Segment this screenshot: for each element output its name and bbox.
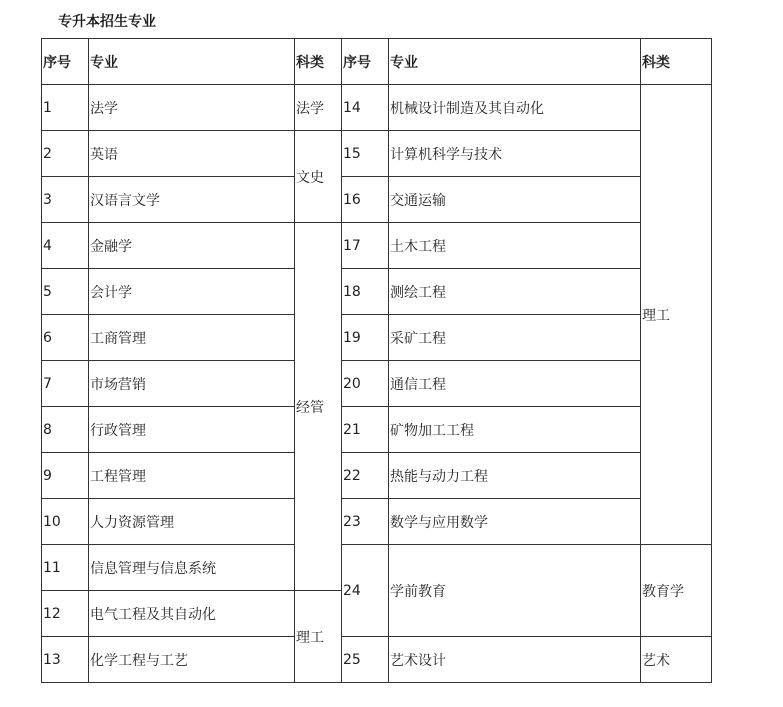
header-category: 科类 bbox=[641, 39, 712, 85]
major-cell: 行政管理 bbox=[89, 407, 295, 453]
seq-cell: 2 bbox=[42, 131, 89, 177]
table-row bbox=[42, 637, 712, 683]
seq-cell: 9 bbox=[42, 453, 89, 499]
major-cell: 会计学 bbox=[89, 269, 295, 315]
seq-cell: 6 bbox=[42, 315, 89, 361]
major-cell: 电气工程及其自动化 bbox=[89, 591, 295, 637]
major-cell: 学前教育 bbox=[389, 545, 641, 637]
seq-cell: 7 bbox=[42, 361, 89, 407]
major-cell: 测绘工程 bbox=[389, 269, 641, 315]
seq-cell: 25 bbox=[342, 637, 389, 683]
major-cell: 土木工程 bbox=[389, 223, 641, 269]
seq-cell: 8 bbox=[42, 407, 89, 453]
major-cell: 工商管理 bbox=[89, 315, 295, 361]
table-row bbox=[42, 131, 712, 177]
seq-cell: 16 bbox=[342, 177, 389, 223]
category-cell-art: 艺术 bbox=[641, 637, 712, 683]
major-cell: 化学工程与工艺 bbox=[89, 637, 295, 683]
seq-cell: 20 bbox=[342, 361, 389, 407]
seq-cell: 19 bbox=[342, 315, 389, 361]
header-category: 科类 bbox=[295, 39, 342, 85]
table-row bbox=[42, 361, 712, 407]
table-row bbox=[42, 407, 712, 453]
major-cell: 矿物加工工程 bbox=[389, 407, 641, 453]
seq-cell: 11 bbox=[42, 545, 89, 591]
major-cell: 人力资源管理 bbox=[89, 499, 295, 545]
page-title: 专升本招生专业 bbox=[58, 14, 156, 30]
table-row bbox=[42, 177, 712, 223]
header-row bbox=[42, 39, 712, 85]
category-cell-education: 教育学 bbox=[641, 545, 712, 637]
major-cell: 艺术设计 bbox=[389, 637, 641, 683]
major-cell: 英语 bbox=[89, 131, 295, 177]
major-cell: 工程管理 bbox=[89, 453, 295, 499]
seq-cell: 10 bbox=[42, 499, 89, 545]
seq-cell: 22 bbox=[342, 453, 389, 499]
category-cell-law: 法学 bbox=[295, 85, 342, 131]
seq-cell: 13 bbox=[42, 637, 89, 683]
major-cell: 机械设计制造及其自动化 bbox=[389, 85, 641, 131]
header-seq: 序号 bbox=[342, 39, 389, 85]
major-cell: 采矿工程 bbox=[389, 315, 641, 361]
major-cell: 通信工程 bbox=[389, 361, 641, 407]
major-cell: 热能与动力工程 bbox=[389, 453, 641, 499]
majors-table bbox=[41, 38, 712, 683]
table-row bbox=[42, 453, 712, 499]
major-cell: 数学与应用数学 bbox=[389, 499, 641, 545]
table-row bbox=[42, 85, 712, 131]
major-cell: 汉语言文学 bbox=[89, 177, 295, 223]
table-row bbox=[42, 269, 712, 315]
header-major: 专业 bbox=[89, 39, 295, 85]
header-major: 专业 bbox=[389, 39, 641, 85]
seq-cell: 17 bbox=[342, 223, 389, 269]
seq-cell: 14 bbox=[342, 85, 389, 131]
seq-cell: 23 bbox=[342, 499, 389, 545]
table-row bbox=[42, 223, 712, 269]
seq-cell: 21 bbox=[342, 407, 389, 453]
seq-cell: 15 bbox=[342, 131, 389, 177]
major-cell: 市场营销 bbox=[89, 361, 295, 407]
category-cell-science-engineering: 理工 bbox=[641, 85, 712, 545]
category-cell-economics-management: 经管 bbox=[295, 223, 342, 591]
major-cell: 信息管理与信息系统 bbox=[89, 545, 295, 591]
seq-cell: 1 bbox=[42, 85, 89, 131]
category-cell-science-engineering: 理工 bbox=[295, 591, 342, 683]
seq-cell: 24 bbox=[342, 545, 389, 637]
table-row bbox=[42, 499, 712, 545]
seq-cell: 18 bbox=[342, 269, 389, 315]
category-cell-liberal-arts: 文史 bbox=[295, 131, 342, 223]
table-row bbox=[42, 315, 712, 361]
seq-cell: 3 bbox=[42, 177, 89, 223]
major-cell: 金融学 bbox=[89, 223, 295, 269]
seq-cell: 5 bbox=[42, 269, 89, 315]
header-seq: 序号 bbox=[42, 39, 89, 85]
major-cell: 计算机科学与技术 bbox=[389, 131, 641, 177]
major-cell: 法学 bbox=[89, 85, 295, 131]
table-row bbox=[42, 545, 712, 591]
seq-cell: 12 bbox=[42, 591, 89, 637]
seq-cell: 4 bbox=[42, 223, 89, 269]
major-cell: 交通运输 bbox=[389, 177, 641, 223]
